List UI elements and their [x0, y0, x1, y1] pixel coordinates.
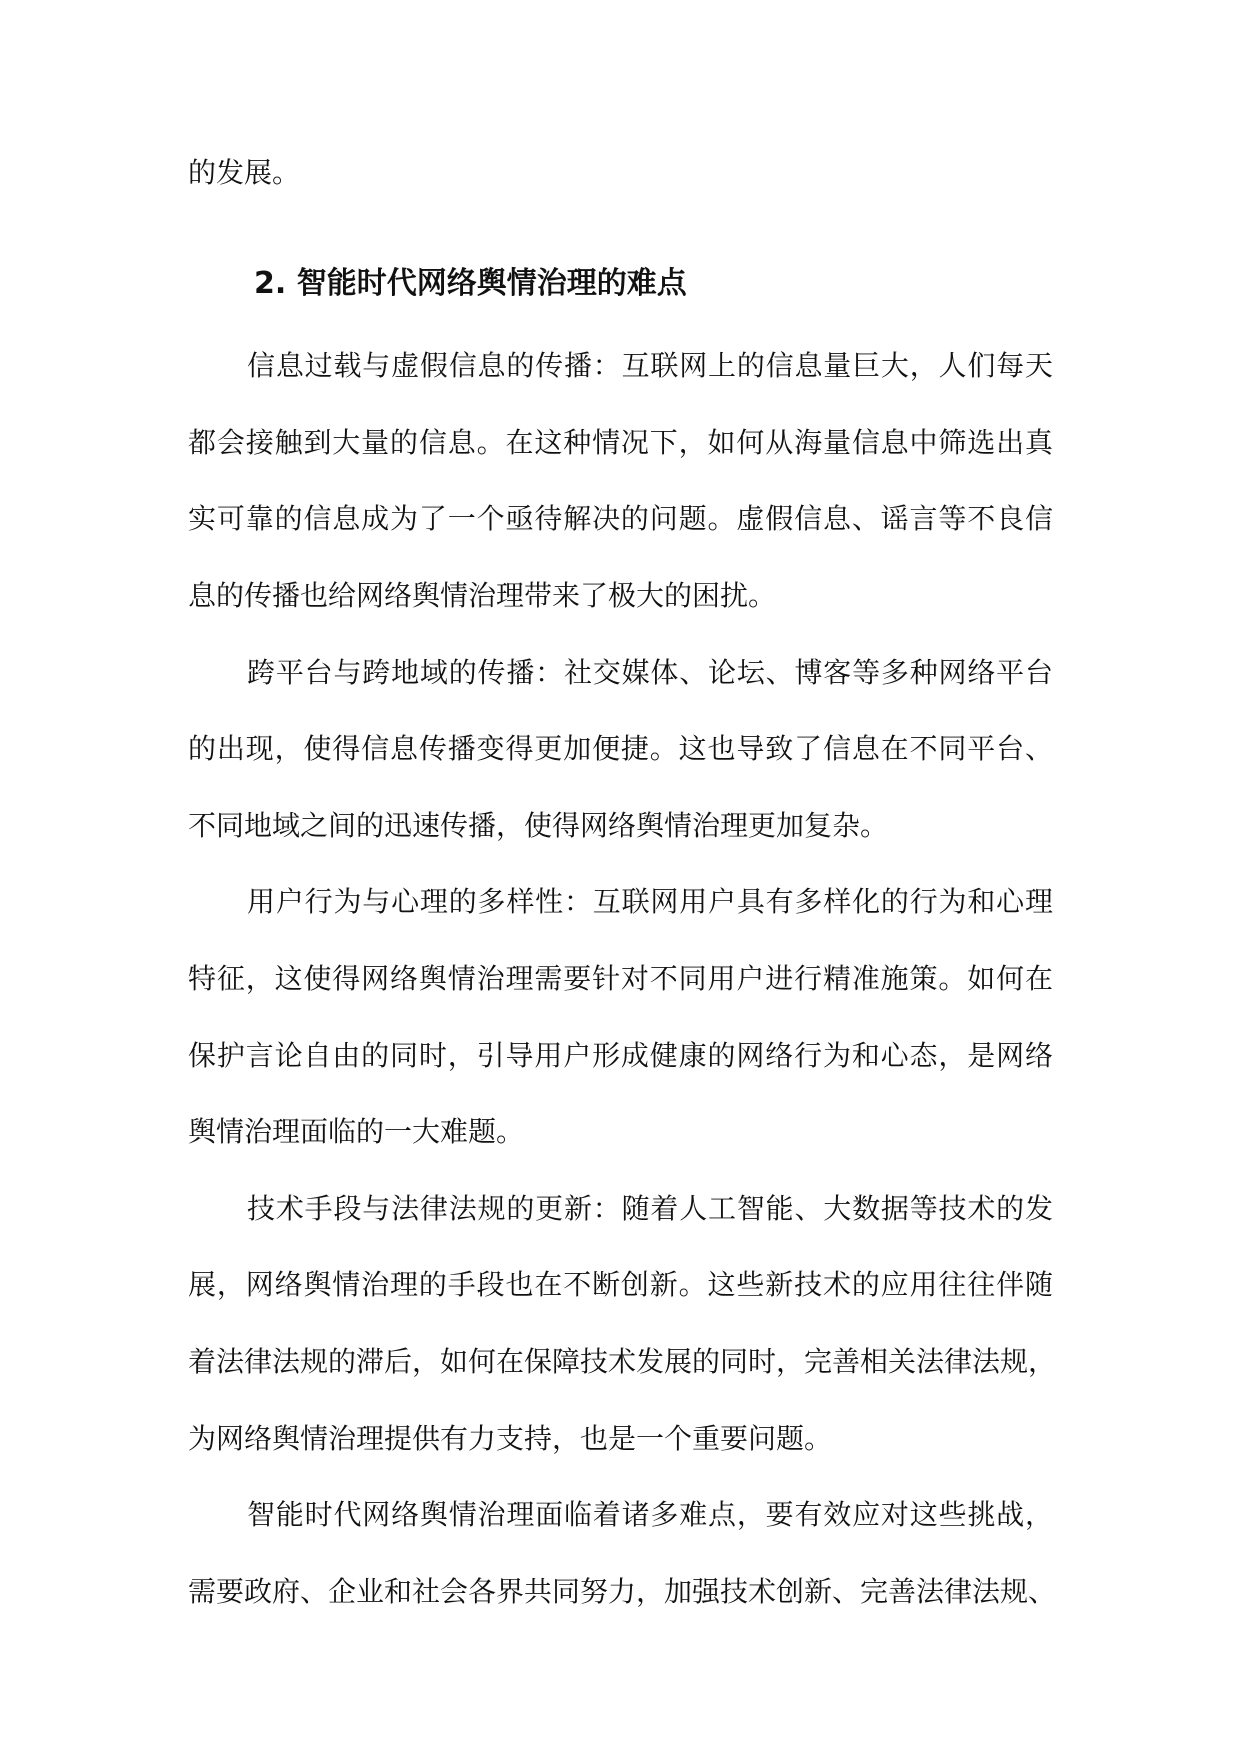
section-heading: 2. 智能时代网络舆情治理的难点 [254, 265, 687, 301]
paragraph-line: 跨平台与跨地域的传播：社交媒体、论坛、博客等多种网络平台 [247, 655, 1053, 689]
paragraph-line: 不同地域之间的迅速传播，使得网络舆情治理更加复杂。 [188, 808, 889, 842]
paragraph-line: 着法律法规的滞后，如何在保障技术发展的同时，完善相关法律法规， [188, 1344, 1057, 1378]
paragraph-line: 都会接触到大量的信息。在这种情况下，如何从海量信息中筛选出真 [188, 425, 1053, 459]
paragraph-cross-platform [188, 635, 1053, 865]
paragraph-line: 保护言论自由的同时，引导用户形成健康的网络行为和心态，是网络 [188, 1038, 1053, 1072]
paragraph-line: 实可靠的信息成为了一个亟待解决的问题。虚假信息、谣言等不良信 [188, 502, 1053, 536]
paragraph-line: 用户行为与心理的多样性：互联网用户具有多样化的行为和心理 [247, 885, 1053, 919]
page-content [188, 135, 1057, 1630]
paragraph-information-overload [188, 328, 1053, 634]
continuation-line: 的发展。 [188, 156, 301, 189]
paragraph-line: 息的传播也给网络舆情治理带来了极大的困扰。 [188, 578, 777, 612]
paragraph-line: 舆情治理面临的一大难题。 [188, 1115, 525, 1149]
paragraph-line: 的出现，使得信息传播变得更加便捷。这也导致了信息在不同平台、 [188, 732, 1053, 766]
paragraph-line: 需要政府、企业和社会各界共同努力，加强技术创新、完善法律法规、 [188, 1574, 1057, 1608]
paragraph-line: 为网络舆情治理提供有力支持，也是一个重要问题。 [188, 1421, 833, 1455]
paragraph-user-behavior [188, 864, 1053, 1170]
paragraph-line: 技术手段与法律法规的更新：随着人工智能、大数据等技术的发 [247, 1191, 1053, 1225]
paragraph-line: 信息过载与虚假信息的传播：互联网上的信息量巨大，人们每天 [247, 349, 1053, 383]
paragraph-line: 智能时代网络舆情治理面临着诸多难点，要有效应对这些挑战， [247, 1498, 1053, 1532]
paragraph-conclusion [188, 1477, 1057, 1630]
paragraph-line: 特征，这使得网络舆情治理需要针对不同用户进行精准施策。如何在 [188, 961, 1053, 995]
paragraph-technology-law [188, 1171, 1057, 1477]
paragraph-line: 展，网络舆情治理的手段也在不断创新。这些新技术的应用往往伴随 [188, 1268, 1053, 1302]
